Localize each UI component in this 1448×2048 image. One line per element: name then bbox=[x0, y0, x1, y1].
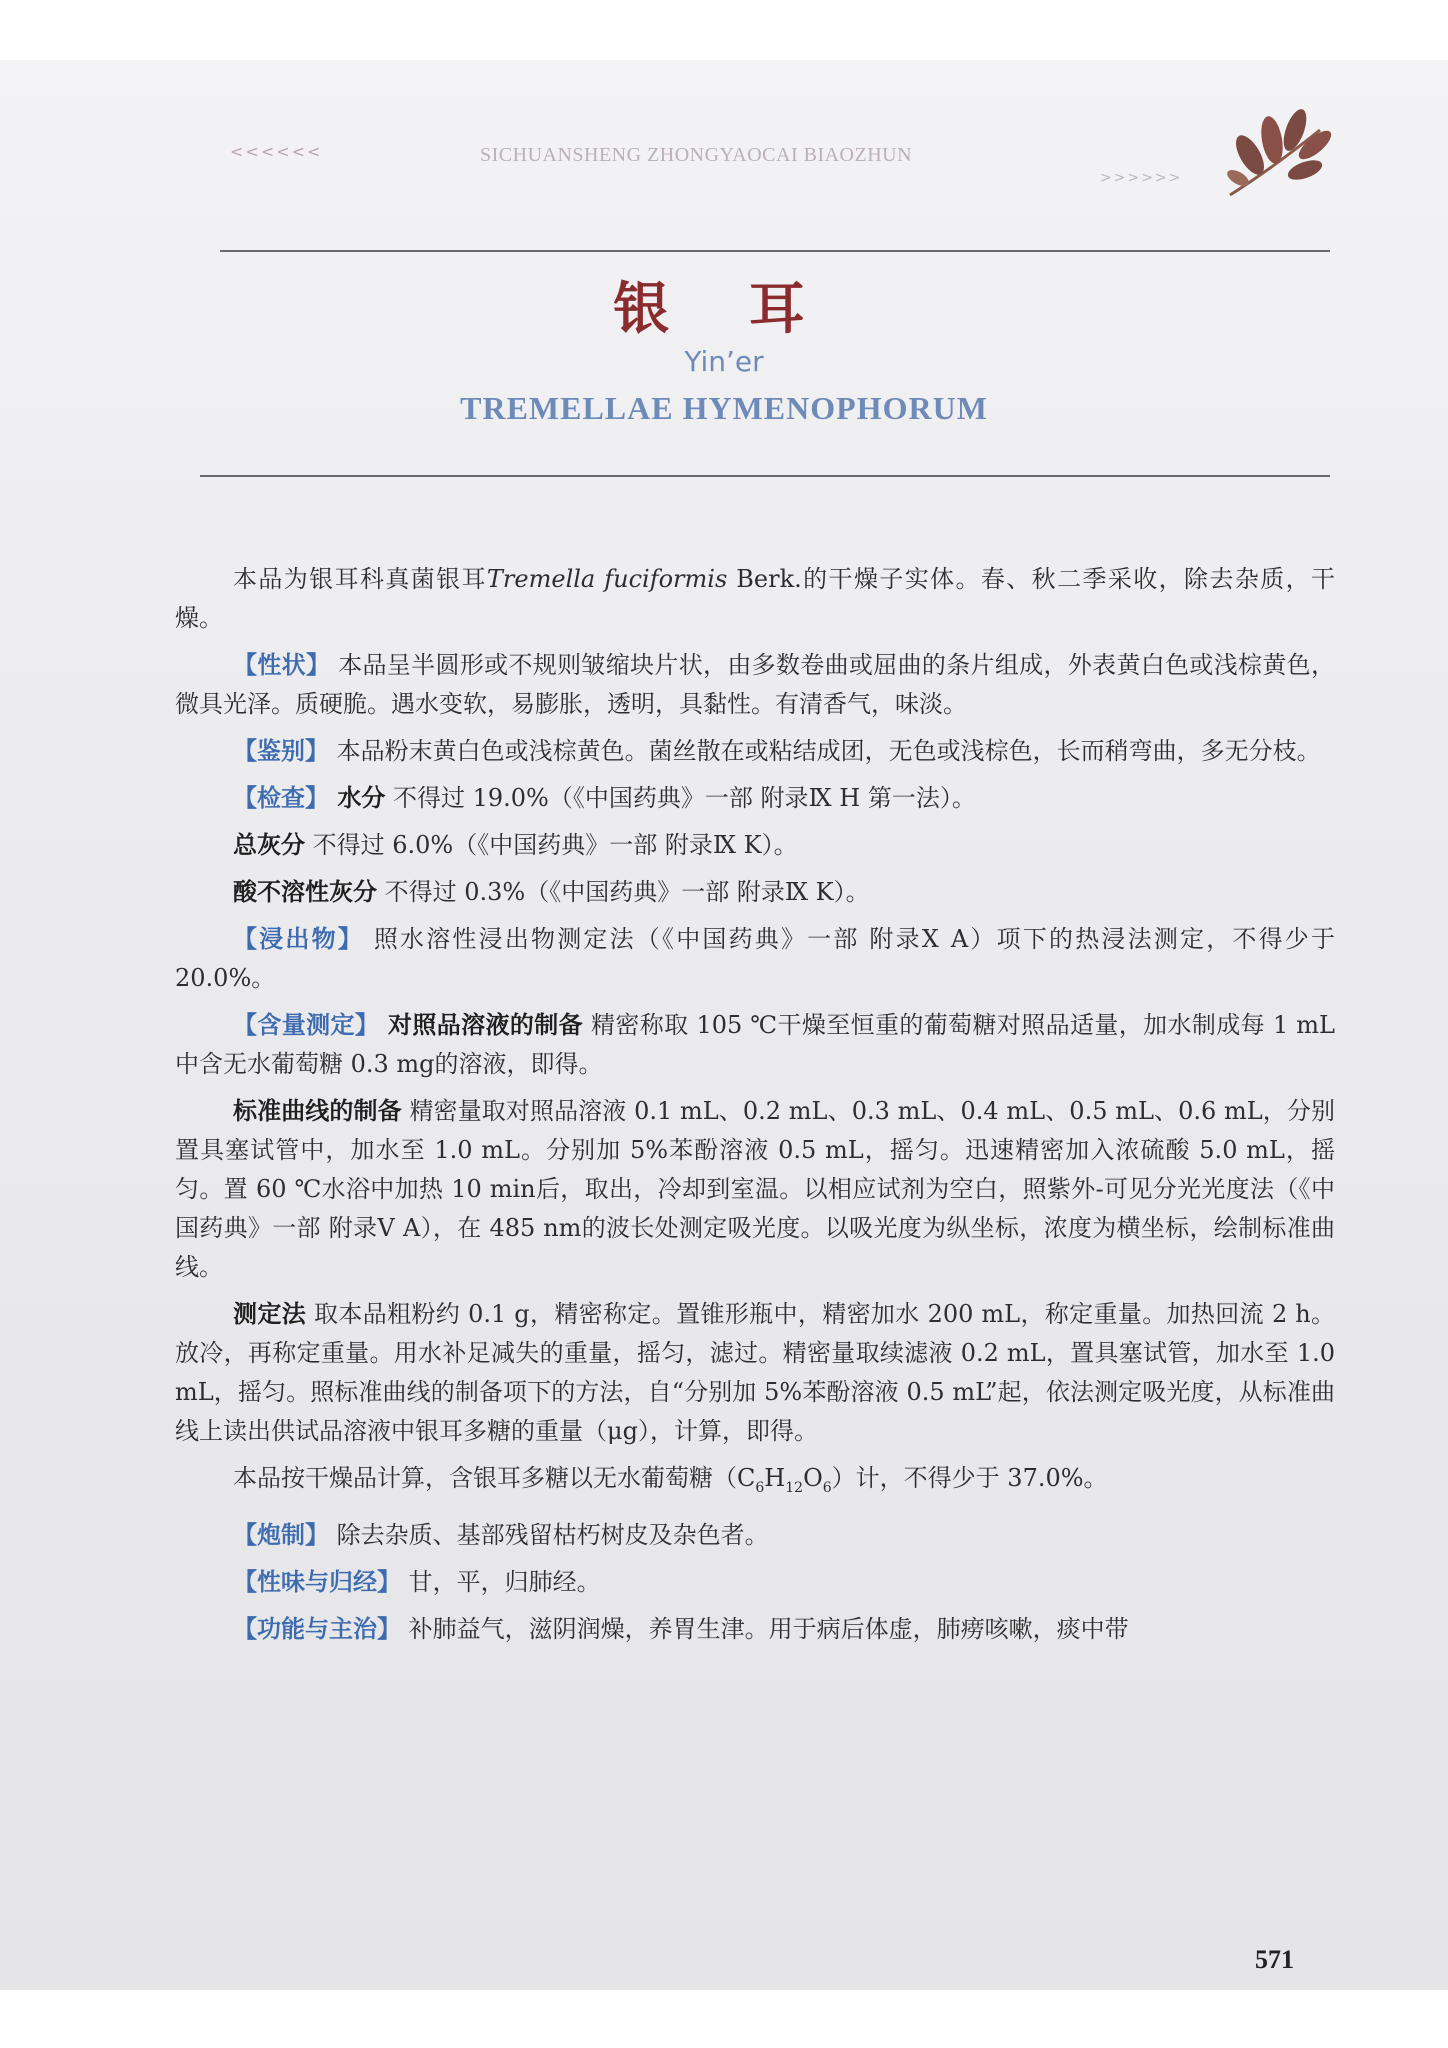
header-rule-bottom bbox=[200, 475, 1330, 477]
section-tag-jinchuwu: 【浸出物】 bbox=[233, 925, 364, 953]
section-tag-jianbie: 【鉴别】 bbox=[233, 737, 329, 765]
section-hanliang: 【含量测定】 对照品溶液的制备 精密称取 105 ℃干燥至恒重的葡萄糖对照品适量，加水制成每 1 mL中含无水葡萄糖 0.3 mg的溶液，即得。 bbox=[175, 1011, 1335, 1078]
monograph-body bbox=[175, 560, 1335, 1657]
hanliang-biaozhun: 标准曲线的制备 精密量取对照品溶液 0.1 mL、0.2 mL、0.3 mL、0.4 mL、0.5 mL、0.6 mL，分别置具塞试管中，加水至 1.0 mL。分别加 5%苯酚溶液 0.5 mL，摇匀。迅速精密加入浓硫酸 5.0 mL，摇匀。置 60 ℃水浴中加热 10 min后，取出，冷却到室温。以相应试剂为空白，照紫外-可见分光光度法（《中国药典》一部 附录Ⅴ A），在 485 nm的波长处测定吸光度。以吸光度为纵坐标，浓度为横坐标，绘制标准曲线。 bbox=[175, 1097, 1335, 1281]
section-tag-xingwei: 【性味与归经】 bbox=[233, 1567, 401, 1596]
jiancha-suanburong: 酸不溶性灰分 不得过 0.3%（《中国药典》一部 附录Ⅸ K）。 bbox=[233, 878, 870, 906]
book-page bbox=[0, 60, 1448, 1990]
monograph-title-latin: TREMELLAE HYMENOPHORUM bbox=[460, 390, 988, 426]
section-xingwei: 【性味与归经】 甘，平，归肺经。 bbox=[233, 1567, 601, 1596]
intro-paragraph: 本品为银耳科真菌银耳Tremella fuciformis Berk.的干燥子实体。春、秋二季采收，除去杂质，干燥。 bbox=[175, 565, 1335, 632]
section-xingzhuang: 【性状】 本品呈半圆形或不规则皱缩块片状，由多数卷曲或屈曲的条片组成，外表黄白色或浅棕黄色，微具光泽。质硬脆。遇水变软，易膨胀，透明，具黏性。有清香气，味淡。 bbox=[175, 651, 1335, 718]
section-jiancha: 【检查】 水分 不得过 19.0%（《中国药典》一部 附录Ⅸ H 第一法）。 bbox=[233, 784, 976, 812]
header-left-marks: <<<<<< bbox=[230, 142, 323, 161]
section-gongneng: 【功能与主治】 补肺益气，滋阴润燥，养胃生津。用于病后体虚，肺痨咳嗽，痰中带 bbox=[233, 1614, 1129, 1643]
monograph-title-pinyin: Yin’er bbox=[684, 345, 764, 378]
section-jinchuwu: 【浸出物】 照水溶性浸出物测定法（《中国药典》一部 附录Ⅹ A）项下的热浸法测定，不得少于 20.0%。 bbox=[175, 925, 1336, 992]
hanliang-result: 本品按干燥品计算，含银耳多糖以无水葡萄糖$(C_6H_{12}O_6)$计，不得少于 37.0%。 bbox=[233, 1464, 1108, 1496]
latin-species-name: Tremella fuciformis bbox=[486, 565, 728, 593]
header-rule-top bbox=[220, 250, 1330, 252]
series-title: SICHUANSHENG ZHONGYAOCAI BIAOZHUN bbox=[480, 144, 913, 166]
header-right-marks: >>>>>> bbox=[1100, 170, 1183, 186]
hanliang-cedingfa: 测定法 取本品粗粉约 0.1 g，精密称定。置锥形瓶中，精密加水 200 mL，称定重量。加热回流 2 h。放冷，再称定重量。用水补足减失的重量，摇匀，滤过。精密量取续滤液 0.2 mL，置具塞试管，加水至 1.0 mL，摇匀。照标准曲线的制备项下的方法，自“分别加 5%苯酚溶液 0.5 mL”起，依法测定吸光度，从标准曲线上读出供试品溶液中银耳多糖的重量（μg），计算，即得。 bbox=[175, 1300, 1335, 1445]
section-paozhi: 【炮制】 除去杂质、基部残留枯朽树皮及杂色者。 bbox=[233, 1520, 769, 1549]
jiancha-zonghuifen: 总灰分 不得过 6.0%（《中国药典》一部 附录Ⅸ K）。 bbox=[233, 831, 798, 859]
monograph-title-chinese: 银 耳 bbox=[613, 276, 835, 342]
page-number: 571 bbox=[1255, 1945, 1294, 1974]
section-tag-xingzhuang: 【性状】 bbox=[233, 651, 331, 679]
section-tag-gongneng: 【功能与主治】 bbox=[233, 1614, 401, 1643]
running-header bbox=[220, 100, 1340, 220]
leaf-branch-logo-icon bbox=[1210, 100, 1340, 210]
section-tag-hanliang: 【含量测定】 bbox=[233, 1011, 380, 1039]
section-jianbie: 【鉴别】 本品粉末黄白色或浅棕黄色。菌丝散在或粘结成团，无色或浅棕色，长而稍弯曲，多无分枝。 bbox=[233, 737, 1321, 765]
section-tag-jiancha: 【检查】 bbox=[233, 784, 329, 812]
section-tag-paozhi: 【炮制】 bbox=[233, 1520, 329, 1549]
